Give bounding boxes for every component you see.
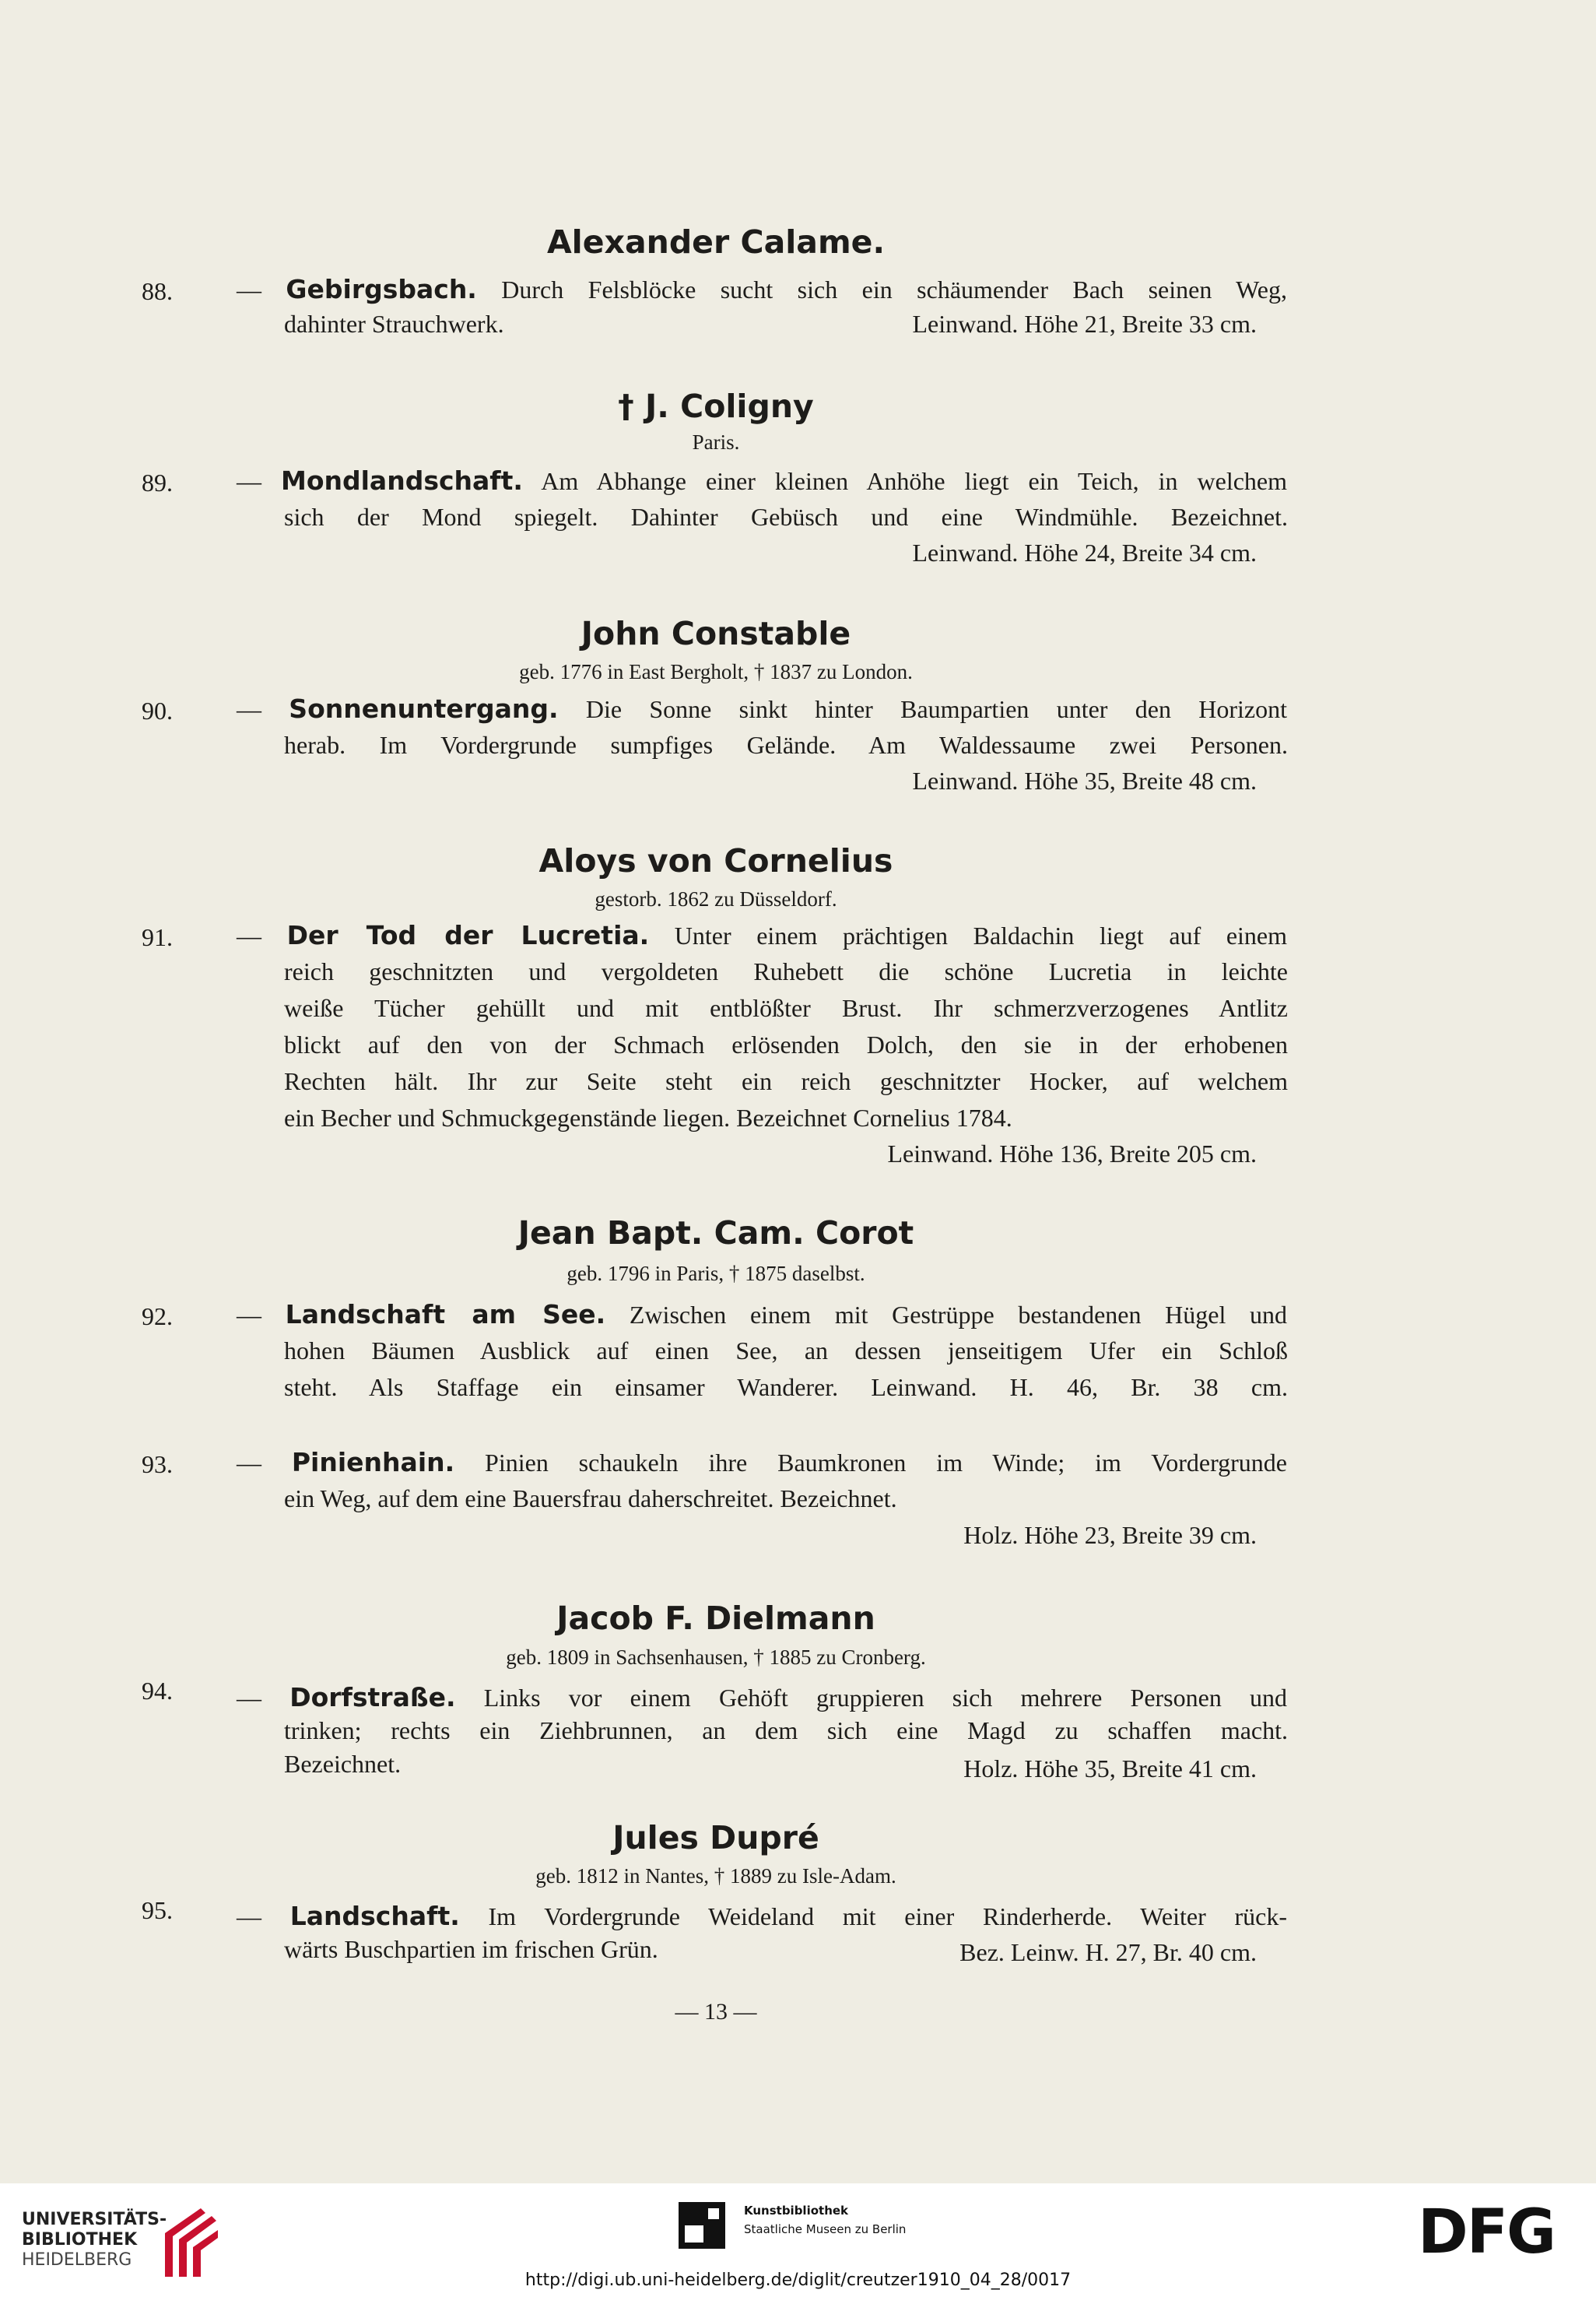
lot-number-89: 89.	[142, 469, 173, 497]
artist-info-corot: geb. 1796 in Paris, † 1875 daselbst.	[566, 1262, 865, 1285]
artist-heading-coligny: † J. Coligny	[618, 388, 814, 425]
lot-91-line-5: ein Becher und Schmuckgegenstände liegen. Bezeichnet Cornelius 1784.	[284, 1104, 1012, 1132]
artist-heading-dielmann: Jacob F. Dielmann	[556, 1600, 875, 1637]
lot-number-92: 92.	[142, 1302, 173, 1330]
artist-heading-dupre: Jules Dupré	[612, 1819, 819, 1856]
lot-number-90: 90.	[142, 697, 173, 725]
dfg-logo[interactable]: DFG	[1418, 2197, 1556, 2267]
lot-93-first-line: — Pinienhain. Pinien schaukeln ihre Baumkronen im Winde; im Vordergrunde	[237, 1447, 1288, 1477]
lot-89-support: Leinwand. Höhe 24, Breite 34 cm.	[912, 539, 1257, 567]
artist-heading-constable: John Constable	[581, 615, 851, 652]
lot-92-first-line: — Landschaft am See. Zwischen einem mit Gestrüppe bestandenen Hügel und	[237, 1299, 1288, 1329]
lot-89-title: Mondlandschaft.	[281, 465, 523, 496]
artist-info-dielmann: geb. 1809 in Sachsenhausen, † 1885 zu Cronberg.	[506, 1645, 926, 1669]
lot-95-first-line: — Landschaft. Im Vordergrunde Weideland mit einer Rinderherde. Weiter rück-	[237, 1901, 1288, 1931]
lot-91-line-1: reich geschnitzten und vergoldeten Ruhebett die schöne Lucretia in leichte	[284, 957, 1288, 985]
page-number: — 13 —	[675, 1999, 757, 2025]
lot-93-title: Pinienhain.	[291, 1447, 455, 1477]
library-name-line-3: HEIDELBERG	[22, 2250, 132, 2270]
viewer-footer	[0, 2183, 1596, 2297]
artist-info-constable: geb. 1776 in East Bergholt, † 1837 zu London.	[519, 660, 913, 683]
lot-94-line-2: Bezeichnet.	[284, 1750, 402, 1778]
lot-95-support: Bez. Leinw. H. 27, Br. 40 cm.	[959, 1938, 1257, 1966]
kunstbibliothek-logo[interactable]	[679, 2199, 928, 2255]
lot-90-support: Leinwand. Höhe 35, Breite 48 cm.	[912, 767, 1257, 795]
lot-91-support: Leinwand. Höhe 136, Breite 205 cm.	[887, 1140, 1257, 1168]
lot-88-title: Gebirgsbach.	[286, 274, 477, 304]
lot-88-support: Leinwand. Höhe 21, Breite 33 cm.	[912, 310, 1257, 338]
artist-heading-corot: Jean Bapt. Cam. Corot	[517, 1214, 914, 1252]
lot-number-88: 88.	[142, 277, 173, 305]
lot-92-title: Landschaft am See.	[285, 1299, 606, 1329]
lot-88-first-line: — Gebirgsbach. Durch Felsblöcke sucht sich ein schäumender Bach seinen Weg,	[237, 274, 1288, 304]
partner-name-line-2: Staatliche Museen zu Berlin	[744, 2222, 907, 2236]
lot-90-title: Sonnenuntergang.	[289, 694, 559, 724]
lot-91-line-3: blickt auf den von der Schmach erlösenden Dolch, den sie in der erhobenen	[284, 1031, 1288, 1059]
lot-number-94: 94.	[142, 1677, 173, 1705]
lot-95-title: Landschaft.	[289, 1901, 460, 1931]
lot-89-line: sich der Mond spiegelt. Dahinter Gebüsch und eine Windmühle. Bezeichnet.	[284, 503, 1288, 531]
university-library-logo[interactable]	[22, 2200, 226, 2281]
artist-info-coligny: Paris.	[692, 430, 740, 454]
lot-93-line: ein Weg, auf dem eine Bauersfrau daherschreitet. Bezeichnet.	[284, 1484, 897, 1512]
library-name-line-1: UNIVERSITÄTS-	[22, 2210, 167, 2229]
source-url-link[interactable]: http://digi.ub.uni-heidelberg.de/diglit/creutzer1910_04_28/0017	[524, 2271, 1072, 2290]
lot-89-first-line: — Mondlandschaft. Am Abhange einer kleinen Anhöhe liegt ein Teich, in welchem	[237, 465, 1288, 496]
library-name-line-2: BIBLIOTHEK	[22, 2230, 138, 2250]
lot-94-title: Dorfstraße.	[289, 1682, 456, 1712]
lot-91-line-4: Rechten hält. Ihr zur Seite steht ein reich geschnitzter Hocker, auf welchem	[284, 1067, 1288, 1095]
artist-heading-cornelius: Aloys von Cornelius	[538, 842, 893, 880]
lot-94-first-line: — Dorfstraße. Links vor einem Gehöft gruppieren sich mehrere Personen und	[237, 1682, 1288, 1712]
lot-94-line-1: trinken; rechts ein Ziehbrunnen, an dem sich eine Magd zu schaffen macht.	[284, 1716, 1288, 1744]
lot-92-line-1: hohen Bäumen Ausblick auf einen See, an dessen jenseitigem Ufer ein Schloß	[284, 1336, 1288, 1365]
museum-emblem-icon	[679, 2202, 725, 2249]
lot-90-line: herab. Im Vordergrunde sumpfiges Gelände. Am Waldessaume zwei Personen.	[284, 731, 1288, 759]
lot-95-line: wärts Buschpartien im frischen Grün.	[284, 1935, 658, 1963]
artist-info-cornelius: gestorb. 1862 zu Düsseldorf.	[595, 887, 837, 911]
artist-heading-calame: Alexander Calame.	[546, 223, 886, 261]
partner-name-line-1: Kunstbibliothek	[744, 2204, 849, 2218]
lot-90-first-line: — Sonnenuntergang. Die Sonne sinkt hinter Baumpartien unter den Horizont	[237, 694, 1287, 724]
lot-88-line: dahinter Strauchwerk.	[284, 310, 504, 338]
lot-91-title: Der Tod der Lucretia.	[286, 920, 650, 950]
lot-94-support: Holz. Höhe 35, Breite 41 cm.	[963, 1754, 1257, 1782]
lot-91-line-2: weiße Tücher gehüllt und mit entblößter Brust. Ihr schmerzverzogenes Antlitz	[284, 994, 1288, 1022]
lot-number-91: 91.	[142, 923, 173, 951]
lot-number-95: 95.	[142, 1896, 173, 1924]
artist-info-dupre: geb. 1812 in Nantes, † 1889 zu Isle-Adam.	[535, 1864, 896, 1888]
lot-number-93: 93.	[142, 1450, 173, 1478]
library-emblem-icon	[160, 2202, 223, 2280]
lot-91-first-line: — Der Tod der Lucretia. Unter einem prächtigen Baldachin liegt auf einem	[237, 920, 1288, 950]
lot-92-line-2: steht. Als Staffage ein einsamer Wanderer. Leinwand. H. 46, Br. 38 cm.	[284, 1373, 1288, 1401]
lot-93-support: Holz. Höhe 23, Breite 39 cm.	[963, 1521, 1257, 1549]
